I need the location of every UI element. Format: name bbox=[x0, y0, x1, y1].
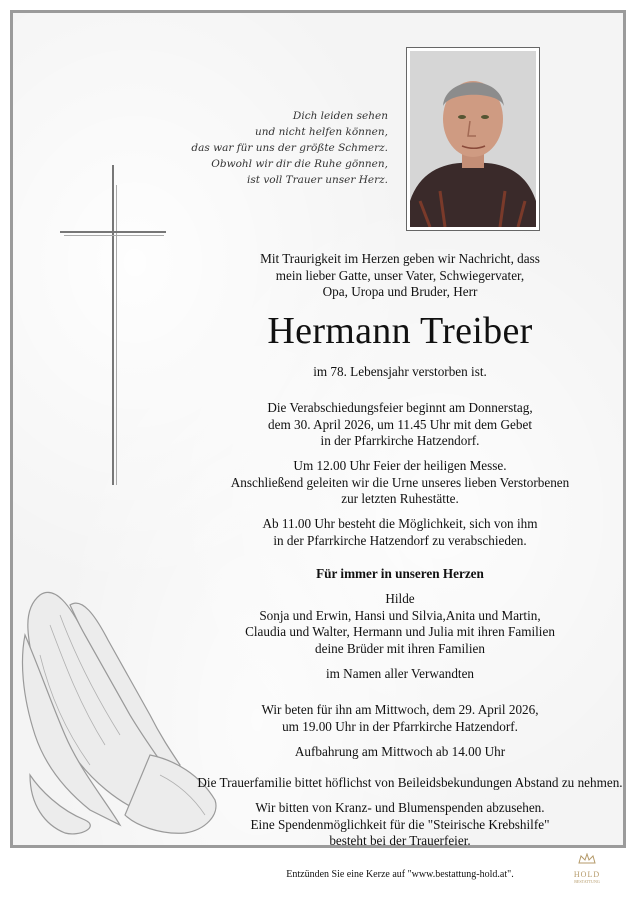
poem-line: ist voll Trauer unser Herz. bbox=[247, 174, 388, 186]
prayer-text bbox=[170, 702, 630, 735]
donation-line: Wir bitten von Kranz- und Blumenspenden abzusehen. bbox=[255, 800, 545, 815]
poem-line: Dich leiden sehen bbox=[292, 110, 388, 122]
family-line: Sonja und Erwin, Hansi und Silvia,Anita und Martin, bbox=[259, 607, 541, 623]
donation-text bbox=[170, 800, 630, 850]
age-line: im 78. Lebensjahr verstorben ist. bbox=[313, 364, 487, 379]
portrait-photo bbox=[406, 47, 540, 231]
mass-line: Um 12.00 Uhr Feier der heiligen Messe. bbox=[293, 458, 507, 473]
forever-heading: Für immer in unseren Herzen bbox=[316, 566, 484, 581]
mass-line: zur letzten Ruhestätte. bbox=[341, 491, 459, 506]
prayer-line: Wir beten für ihn am Mittwoch, dem 29. April 2026, bbox=[261, 702, 539, 717]
logo-sub: BESTATTUNG bbox=[574, 879, 600, 884]
intro-line: Opa, Uropa und Bruder, Herr bbox=[322, 284, 478, 299]
ceremony-text bbox=[170, 400, 630, 450]
ceremony-line: dem 30. April 2026, um 11.45 Uhr mit dem Gebet bbox=[268, 416, 532, 432]
cross-icon bbox=[60, 165, 170, 490]
intro-text bbox=[170, 251, 630, 301]
family-line: deine Brüder mit ihren Familien bbox=[315, 640, 485, 656]
crown-icon bbox=[577, 853, 597, 865]
farewell-line: in der Pfarrkirche Hatzendorf zu verabschieden. bbox=[273, 532, 527, 548]
mass-line: Anschließend geleiten wir die Urne unseres lieben Verstorbenen bbox=[230, 474, 570, 490]
family-line: Hilde bbox=[385, 591, 415, 606]
poem-line: und nicht helfen können, bbox=[255, 126, 388, 138]
donation-line: besteht bei der Trauerfeier. bbox=[329, 833, 471, 848]
prayer-line: um 19.00 Uhr in der Pfarrkirche Hatzendorf. bbox=[282, 718, 518, 734]
family-line: Claudia und Walter, Hermann und Julia mit ihren Familien bbox=[245, 624, 555, 639]
farewell-text bbox=[170, 516, 630, 549]
condolence-notice: Die Trauerfamilie bittet höflichst von Beileidsbekundungen Abstand zu nehmen. bbox=[197, 775, 623, 790]
logo-name: HOLD bbox=[573, 870, 601, 879]
farewell-line: Ab 11.00 Uhr besteht die Möglichkeit, sich von ihm bbox=[262, 516, 538, 531]
poem-line: Obwohl wir dir die Ruhe gönnen, bbox=[211, 158, 388, 170]
deceased-name: Hermann Treiber bbox=[267, 310, 533, 352]
intro-line: Mit Traurigkeit im Herzen geben wir Nachricht, dass bbox=[260, 251, 540, 266]
relatives-line: im Namen aller Verwandten bbox=[325, 666, 475, 681]
ceremony-line: in der Pfarrkirche Hatzendorf. bbox=[320, 433, 480, 448]
viewing-line: Aufbahrung am Mittwoch ab 14.00 Uhr bbox=[294, 744, 506, 759]
hold-logo bbox=[565, 852, 609, 892]
ceremony-line: Die Verabschiedungsfeier beginnt am Donnerstag, bbox=[267, 400, 533, 415]
poem-line: das war für uns der größte Schmerz. bbox=[191, 142, 388, 154]
donation-line: Eine Spendenmöglichkeit für die "Steirische Krebshilfe" bbox=[250, 816, 550, 832]
intro-line: mein lieber Gatte, unser Vater, Schwiegervater, bbox=[275, 267, 525, 283]
mass-text bbox=[170, 458, 630, 508]
footer-link-text: Entzünden Sie eine Kerze auf "www.bestattung-hold.at". bbox=[286, 869, 514, 880]
family-text bbox=[170, 591, 630, 657]
poem bbox=[168, 108, 388, 188]
